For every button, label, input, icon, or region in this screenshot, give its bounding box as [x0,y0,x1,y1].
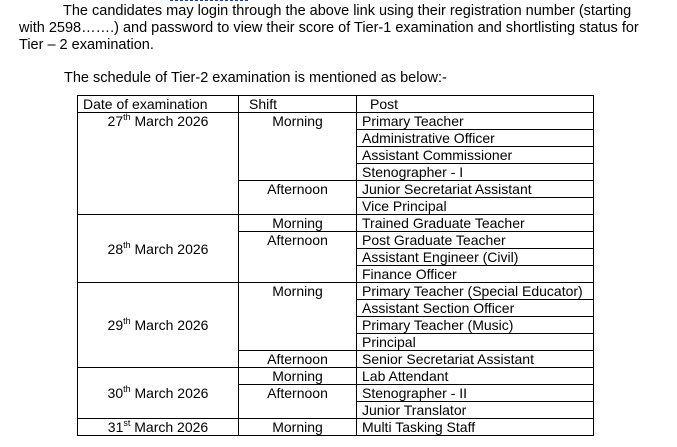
date-day: 28 [107,240,124,257]
intro-text: The candidates may login through the above link using their registration number (starting with 2598…….) and password to view their score of Tier-1 examination and shortlisting status for Tier – 2 examination. [19,3,639,53]
table-row [78,368,594,385]
post-cell: Assistant Commissioner [357,147,594,164]
post-cell: Stenographer - II [357,385,594,402]
date-suffix: th [123,384,131,394]
shift-cell: Morning [239,419,357,436]
date-suffix: th [123,316,131,326]
table-row [78,419,594,436]
shift-cell: Morning [239,368,357,385]
date-month-year: March 2026 [130,240,209,257]
post-cell: Senior Secretariat Assistant [357,351,594,368]
date-month-year: March 2026 [130,419,209,435]
post-cell: Junior Translator [357,402,594,419]
post-cell: Assistant Engineer (Civil) [357,249,594,266]
post-cell: Post Graduate Teacher [357,232,594,249]
schedule-table [77,95,594,436]
date-month-year: March 2026 [130,385,209,401]
header-date: Date of examination [78,96,239,113]
post-cell: Multi Tasking Staff [357,419,594,436]
post-cell: Trained Graduate Teacher [357,215,594,232]
shift-cell: Afternoon [239,181,357,215]
intro-paragraph [19,3,659,54]
post-cell: Administrative Officer [357,130,594,147]
date-day: 27 [107,113,124,129]
shift-cell: Morning [239,113,357,181]
post-cell: Vice Principal [357,198,594,215]
exam-date-cell [78,283,239,368]
date-suffix: st [123,418,131,428]
link-underline-fragment [170,0,248,1]
post-cell: Junior Secretariat Assistant [357,181,594,198]
table-row [78,215,594,232]
table-row [78,283,594,300]
post-cell: Principal [357,334,594,351]
table-header-row [78,96,594,113]
post-cell: Finance Officer [357,266,594,283]
table-row [78,113,594,130]
date-suffix: th [123,239,131,250]
date-month-year: March 2026 [130,317,209,333]
header-post: Post [357,96,594,113]
exam-date-cell [78,419,239,436]
date-day: 30 [107,385,124,401]
date-day: 31 [107,419,124,435]
exam-date-cell [78,368,239,419]
shift-cell: Morning [239,215,357,232]
post-cell: Stenographer - I [357,164,594,181]
post-cell: Assistant Section Officer [357,300,594,317]
post-cell: Primary Teacher (Special Educator) [357,283,594,300]
shift-cell: Afternoon [239,232,357,283]
exam-date-cell [78,113,239,215]
date-month-year: March 2026 [130,113,209,129]
date-day: 29 [107,317,124,333]
date-suffix: th [123,112,131,122]
schedule-heading: The schedule of Tier-2 examination is mentioned as below:- [64,70,447,86]
exam-date-cell [78,215,239,283]
shift-cell: Morning [239,283,357,351]
schedule-table-body [78,96,594,436]
post-cell: Primary Teacher (Music) [357,317,594,334]
header-shift: Shift [239,96,357,113]
post-cell: Primary Teacher [357,113,594,130]
shift-cell: Afternoon [239,385,357,419]
post-cell: Lab Attendant [357,368,594,385]
shift-cell: Afternoon [239,351,357,368]
